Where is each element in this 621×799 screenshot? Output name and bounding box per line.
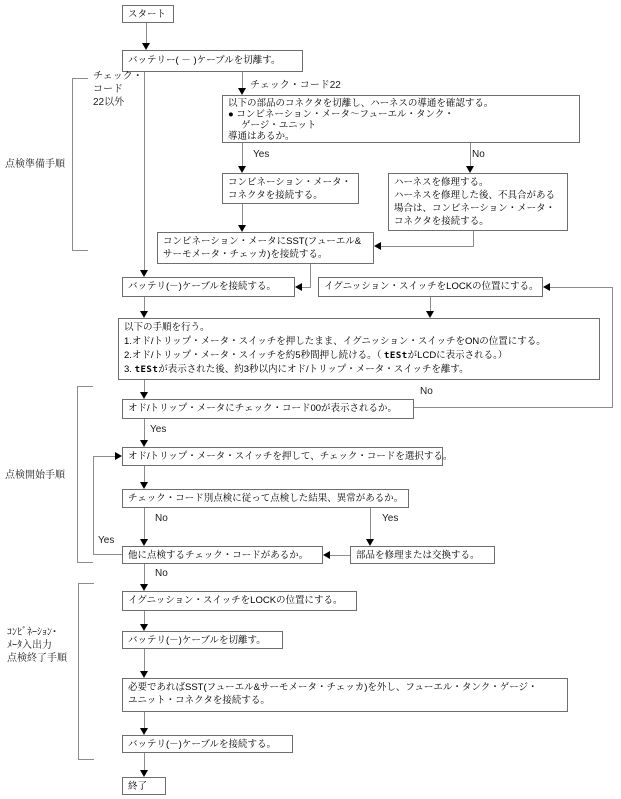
node-connect-battery-cable — [122, 277, 295, 297]
section-label-line: 点検終了手順 — [7, 653, 67, 664]
node-text: 3. — [124, 364, 135, 375]
node-text-line: ● コンビネーション・メータ～フューエル・タンク・ — [228, 109, 454, 120]
arrowhead-down — [140, 770, 148, 777]
node-text: バッテリ(－)ケーブルを接続する。 — [128, 739, 276, 750]
arrowhead-down — [140, 624, 148, 631]
node-text-line: コネクタを接続する。 — [394, 216, 489, 227]
bracket-start-procedure — [77, 386, 78, 563]
arrowhead-down — [366, 539, 374, 546]
node-text-line: ゲージ・ユニット — [241, 120, 317, 131]
node-ignition-lock — [318, 277, 543, 297]
label-yes: Yes — [98, 535, 115, 546]
flow-line — [302, 287, 311, 288]
arrowhead-down — [238, 166, 246, 173]
section-label-start-procedure: 点検開始手順 — [5, 470, 65, 481]
arrowhead-down — [140, 584, 148, 591]
bracket-tick — [78, 583, 94, 584]
node-text: チェック・コード別点検に従って点検した結果、異常があるか。 — [128, 493, 404, 504]
flow-line — [146, 23, 147, 44]
node-text-line — [124, 363, 594, 377]
node-disconnect-battery-cable-2 — [122, 631, 283, 649]
flow-line — [93, 456, 116, 457]
flow-line — [144, 297, 145, 312]
node-repair-harness — [388, 173, 568, 231]
node-connect-meter-connector — [222, 173, 359, 204]
lcd-display-text: tESt — [383, 351, 408, 361]
flow-line — [330, 555, 350, 556]
label-yes: Yes — [253, 149, 270, 160]
label-yes: Yes — [382, 513, 399, 524]
flow-line — [144, 466, 145, 483]
arrowhead-down — [140, 440, 148, 447]
node-text: 部品を修理または交換する。 — [356, 550, 480, 561]
arrowhead-down — [140, 392, 148, 399]
bracket-tick — [78, 759, 94, 760]
flow-line — [370, 508, 371, 540]
arrowhead-down — [140, 270, 148, 277]
node-text-line: 以下の手順を行う。 — [124, 322, 210, 333]
lcd-display-text: tESt — [134, 365, 159, 375]
node-end — [122, 777, 166, 795]
flow-line — [242, 143, 243, 167]
flow-line — [144, 649, 145, 672]
node-text: オド/トリップ・メータにチェック・コード00が表示されるか。 — [128, 403, 398, 414]
node-text: スタート — [128, 9, 167, 20]
node-text: オド/トリップ・メータ・スイッチを押して、チェック・コードを選択する。 — [128, 451, 453, 462]
node-other-check-codes-question — [122, 546, 323, 564]
node-text: イグニッション・スイッチをLOCKの位置にする。 — [324, 281, 539, 292]
arrowhead-down — [466, 166, 474, 173]
arrowhead-down — [238, 225, 246, 232]
arrowhead-right — [115, 452, 122, 460]
flow-line — [430, 297, 431, 312]
bracket-end-procedure — [78, 583, 79, 760]
node-text-line: 以下の部品のコネクタを切離し、ハーネスの導通を確認する。 — [228, 98, 494, 109]
label-check-code-other — [93, 70, 143, 109]
flow-line — [473, 230, 474, 247]
node-text: が表示された後、約3秒以内にオド/トリップ・メータ・スイッチを離す。 — [158, 364, 469, 375]
bracket-tick — [72, 250, 88, 251]
flow-line — [310, 264, 311, 288]
label-yes: Yes — [150, 424, 167, 435]
flow-line — [381, 246, 474, 247]
arrowhead-down — [142, 43, 150, 50]
node-text: 終了 — [128, 781, 148, 792]
node-remove-sst-connect-gauge-unit — [122, 678, 568, 712]
flow-line — [93, 554, 123, 555]
bracket-tick — [72, 78, 88, 79]
arrowhead-left — [295, 283, 302, 291]
label-line: 22以外 — [93, 97, 125, 108]
bracket-tick — [77, 562, 93, 563]
arrowhead-down — [426, 311, 434, 318]
node-check-harness-continuity — [222, 95, 580, 143]
arrowhead-down — [140, 482, 148, 489]
node-connect-sst — [157, 232, 374, 264]
flow-line — [144, 72, 145, 271]
node-text: バッテリ(－)ケーブルを切離す。 — [128, 635, 266, 646]
node-text-line: サーモメータ・チェッカ)を接続する。 — [163, 249, 328, 260]
node-text: がLCDに表示される。） — [407, 350, 508, 361]
node-text-line: コンビネーション・メータ・ — [228, 177, 352, 188]
flow-line-no-loop — [612, 287, 613, 408]
flow-line-yes-loop — [93, 456, 94, 555]
flow-line — [242, 204, 243, 226]
node-start — [122, 5, 174, 23]
node-text-line: 1.オド/トリップ・メータ・スイッチを押したまま、イグニッション・スイッチをONの位置にする。 — [124, 336, 546, 347]
node-text-line: ユニット・コネクタを接続する。 — [128, 695, 270, 706]
arrowhead-left — [323, 551, 330, 559]
bracket-preparation — [72, 78, 73, 251]
flow-line — [242, 72, 243, 89]
section-label-preparation: 点検準備手順 — [5, 159, 65, 170]
arrowhead-down — [140, 728, 148, 735]
label-line: チェック・ — [93, 71, 143, 82]
node-text: バッテリー( － )ケーブルを切離す。 — [128, 55, 281, 66]
node-text-line: 必要であればSST(フューエル&サーモメータ・チェッカ)を外し、フューエル・タンク・ゲージ・ — [128, 682, 538, 693]
flow-line — [144, 611, 145, 625]
flow-line — [144, 564, 145, 585]
node-text-line: 導通はあるか。 — [228, 131, 295, 142]
section-label-line: ｺﾝﾋﾞﾈｰｼｮﾝ･ — [7, 627, 57, 638]
node-test-procedure — [118, 318, 600, 380]
node-connect-battery-cable-2 — [122, 735, 293, 753]
node-abnormality-question — [122, 489, 409, 508]
arrowhead-down — [140, 671, 148, 678]
node-text-line: ハーネスを修理する。 — [394, 177, 489, 188]
flow-line — [144, 753, 145, 771]
bracket-tick — [77, 386, 93, 387]
node-text: 他に点検するチェック・コードがあるか。 — [128, 550, 309, 561]
node-repair-or-replace-parts — [350, 546, 495, 564]
section-label-end-procedure — [7, 626, 67, 665]
arrowhead-down — [140, 311, 148, 318]
flow-line — [470, 143, 471, 167]
label-line: コード — [93, 84, 123, 95]
flow-line — [144, 508, 145, 540]
arrowhead-down — [140, 539, 148, 546]
node-text-line: コンビネーション・メータにSST(フューエル& — [163, 236, 362, 247]
label-check-code-22: チェック・コード22 — [250, 80, 341, 91]
label-no: No — [155, 568, 168, 579]
node-text: イグニッション・スイッチをLOCKの位置にする。 — [128, 595, 343, 606]
flow-line — [144, 419, 145, 441]
label-no: No — [155, 513, 168, 524]
flow-line — [550, 287, 613, 288]
node-select-check-code — [122, 447, 453, 466]
node-text-line: コネクタを接続する。 — [228, 190, 323, 201]
arrowhead-down — [238, 88, 246, 95]
label-no: No — [472, 149, 485, 160]
node-text: 2.オド/トリップ・メータ・スイッチを約5秒間押し続ける。（ — [124, 350, 384, 361]
node-disconnect-battery-cable — [122, 50, 303, 72]
section-label-line: ﾒｰﾀ入出力 — [7, 640, 52, 651]
label-no: No — [420, 386, 433, 397]
node-text: バッテリ(－)ケーブルを接続する。 — [128, 281, 276, 292]
node-check-code-00-question — [122, 399, 414, 419]
node-ignition-lock-2 — [122, 591, 357, 611]
flow-line — [144, 712, 145, 729]
arrowhead-left — [543, 283, 550, 291]
node-text-line: 場合は、コンビネーション・メータ・ — [394, 203, 556, 214]
arrowhead-left — [374, 242, 381, 250]
node-text-line — [124, 349, 594, 363]
flow-line — [414, 407, 613, 408]
node-text-line: ハーネスを修理した後、不具合がある — [394, 190, 556, 201]
